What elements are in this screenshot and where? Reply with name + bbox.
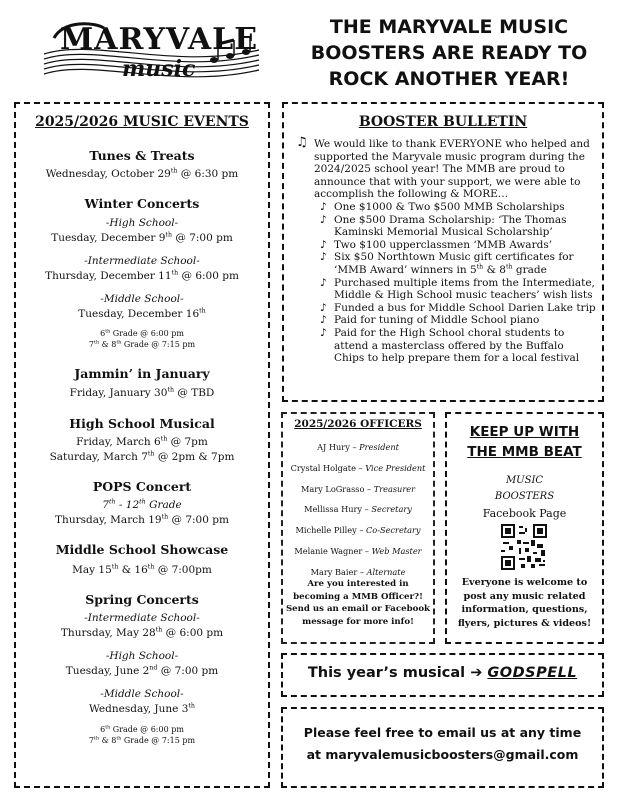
- winter-ms-date: Tuesday, December 16th: [78, 307, 206, 320]
- winter-grade-78: 7th & 8th Grade @ 7:15 pm: [88, 340, 196, 349]
- event-title-musical: High School Musical: [69, 416, 215, 431]
- list-item: Melanie Wagner – Web Master: [294, 545, 422, 556]
- officers-list: [281, 437, 435, 583]
- musical-line-2: Saturday, March 7th @ 2pm & 7pm: [49, 450, 235, 463]
- spring-hs-date: Tuesday, June 2nd @ 7:00 pm: [65, 664, 219, 677]
- pops-date: Thursday, March 19th @ 7:00 pm: [55, 513, 229, 526]
- headline-line-3: ROCK ANOTHER YEAR!: [328, 68, 570, 90]
- event-date-jammin: Friday, January 30th @ TBD: [69, 386, 215, 399]
- list-item: ♪ Purchased multiple items from the Intermediate, Middle & High School music teachers’ wish lists: [320, 276, 595, 302]
- spring-is-label: -Intermediate School-: [84, 612, 200, 624]
- list-item: ♪ Two $100 upperclassmen ‘MMB Awards’: [320, 238, 553, 251]
- eighth-note-icon: ♪: [320, 251, 327, 264]
- list-item: Crystal Holgate – Vice President: [290, 462, 426, 473]
- event-title-showcase: Middle School Showcase: [55, 542, 229, 557]
- qr-code-icon[interactable]: [501, 524, 547, 570]
- spring-grade-78: 7th & 8th Grade @ 7:15 pm: [88, 736, 196, 745]
- event-title-winter: Winter Concerts: [84, 196, 200, 211]
- list-item: ♪ Paid for the High School choral students to attend a masterclass offered by the Buffalo Chips to help prepare them for a local festival: [320, 326, 580, 365]
- list-item: ♪ Paid for tuning of Middle School piano: [320, 314, 540, 327]
- spring-grade-6: 6th Grade @ 6:00 pm: [100, 725, 184, 734]
- beat-title: KEEP UP WITH THE MMB BEAT: [467, 424, 582, 460]
- email-text: [281, 722, 604, 766]
- logo: [34, 8, 264, 90]
- headline-line-1: THE MARYVALE MUSIC: [329, 16, 569, 38]
- list-item: ♪ Six $50 Northtown Music gift certificates for ‘MMB Award’ winners in 5th & 8th grade: [320, 251, 574, 276]
- winter-hs-date: Tuesday, December 9th @ 7:00 pm: [51, 231, 233, 244]
- event-title-jammin: Jammin’ in January: [74, 366, 210, 381]
- musical-banner-text: This year’s musical ➔ GODSPELL: [307, 665, 578, 681]
- eighth-note-icon: ♪: [320, 276, 327, 289]
- eighth-note-icon: ♪: [320, 314, 327, 327]
- officers-title: 2025/2026 OFFICERS: [294, 418, 422, 430]
- eighth-note-icon: ♪: [320, 238, 327, 251]
- list-item: Michelle Pilley – Co-Secretary: [295, 525, 421, 536]
- list-item: Mary LoGrasso – Treasurer: [300, 483, 415, 494]
- bulletin-list: [320, 201, 596, 365]
- winter-ms-label: -Middle School-: [100, 293, 184, 305]
- officers-cta: Are you interested in becoming a MMB Officer?! Send us an email or Facebook message for more info!: [285, 579, 431, 627]
- spring-is-date: Thursday, May 28th @ 6:00 pm: [60, 626, 224, 639]
- events-list: [14, 148, 270, 746]
- event-title-spring: Spring Concerts: [85, 592, 199, 607]
- events-title: 2025/2026 MUSIC EVENTS: [35, 114, 249, 130]
- eighth-note-icon: ♪: [320, 326, 327, 339]
- headline-line-2: BOOSTERS ARE READY TO: [310, 42, 588, 64]
- eighth-note-icon: ♪: [320, 213, 327, 226]
- page-headline: [290, 14, 608, 92]
- list-item: ♪ Funded a bus for Middle School Darien Lake trip: [320, 301, 596, 314]
- email-link[interactable]: at maryvalemusicboosters@gmail.com: [306, 747, 579, 762]
- logo-word: MARYVALE: [60, 22, 259, 57]
- list-item: Mellissa Hury – Secretary: [304, 504, 412, 515]
- event-title-pops: POPS Concert: [92, 479, 192, 494]
- list-item: Mary Baier – Alternate: [310, 566, 406, 577]
- list-item: AJ Hury – President: [317, 442, 399, 452]
- list-item: ♪ One $1000 & Two $500 MMB Scholarships: [320, 200, 565, 213]
- eighth-note-icon: ♪: [320, 301, 327, 314]
- facebook-page-label: Facebook Page: [482, 507, 567, 520]
- winter-grade-6: 6th Grade @ 6:00 pm: [100, 329, 184, 338]
- logo-script: music: [122, 56, 196, 82]
- bulletin-title: BOOSTER BULLETIN: [358, 114, 528, 130]
- pops-grade: 7th - 12th Grade: [102, 498, 182, 511]
- show-title: GODSPELL: [487, 665, 578, 681]
- bulletin-body: [296, 135, 596, 365]
- spring-ms-date: Wednesday, June 3th: [89, 702, 195, 715]
- list-item: ♪ One $500 Drama Scholarship: ‘The Thomas Kaminski Memorial Musical Scholarship’: [320, 213, 567, 239]
- event-date-tunes: Wednesday, October 29th @ 6:30 pm: [45, 167, 239, 180]
- winter-is-date: Thursday, December 11th @ 6:00 pm: [45, 269, 239, 282]
- beat-boosters: BOOSTERS: [494, 491, 555, 502]
- spring-ms-label: -Middle School-: [100, 688, 184, 700]
- winter-hs-label: -High School-: [105, 217, 179, 229]
- music-note-icon: ♫: [296, 135, 308, 150]
- beat-music: MUSIC: [505, 475, 544, 486]
- showcase-date: May 15th & 16th @ 7:00pm: [72, 563, 212, 576]
- beat-note: Everyone is welcome to post any music related information, questions, flyers, pictures & videos!: [457, 577, 592, 629]
- musical-line-1: Friday, March 6th @ 7pm: [76, 435, 208, 448]
- bulletin-intro: We would like to thank EVERYONE who helped and supported the Maryvale music program during the 2024/2025 school year! The MMB are proud to announce that with your support, we were able to accomplish the following & MORE…: [314, 138, 590, 201]
- event-title-tunes: Tunes & Treats: [89, 148, 195, 163]
- email-line-1: Please feel free to email us at any time: [303, 725, 582, 740]
- winter-is-label: -Intermediate School-: [84, 255, 200, 267]
- eighth-note-icon: ♪: [320, 200, 327, 213]
- arrow-right-icon: ➔: [470, 665, 483, 681]
- spring-hs-label: -High School-: [105, 650, 179, 662]
